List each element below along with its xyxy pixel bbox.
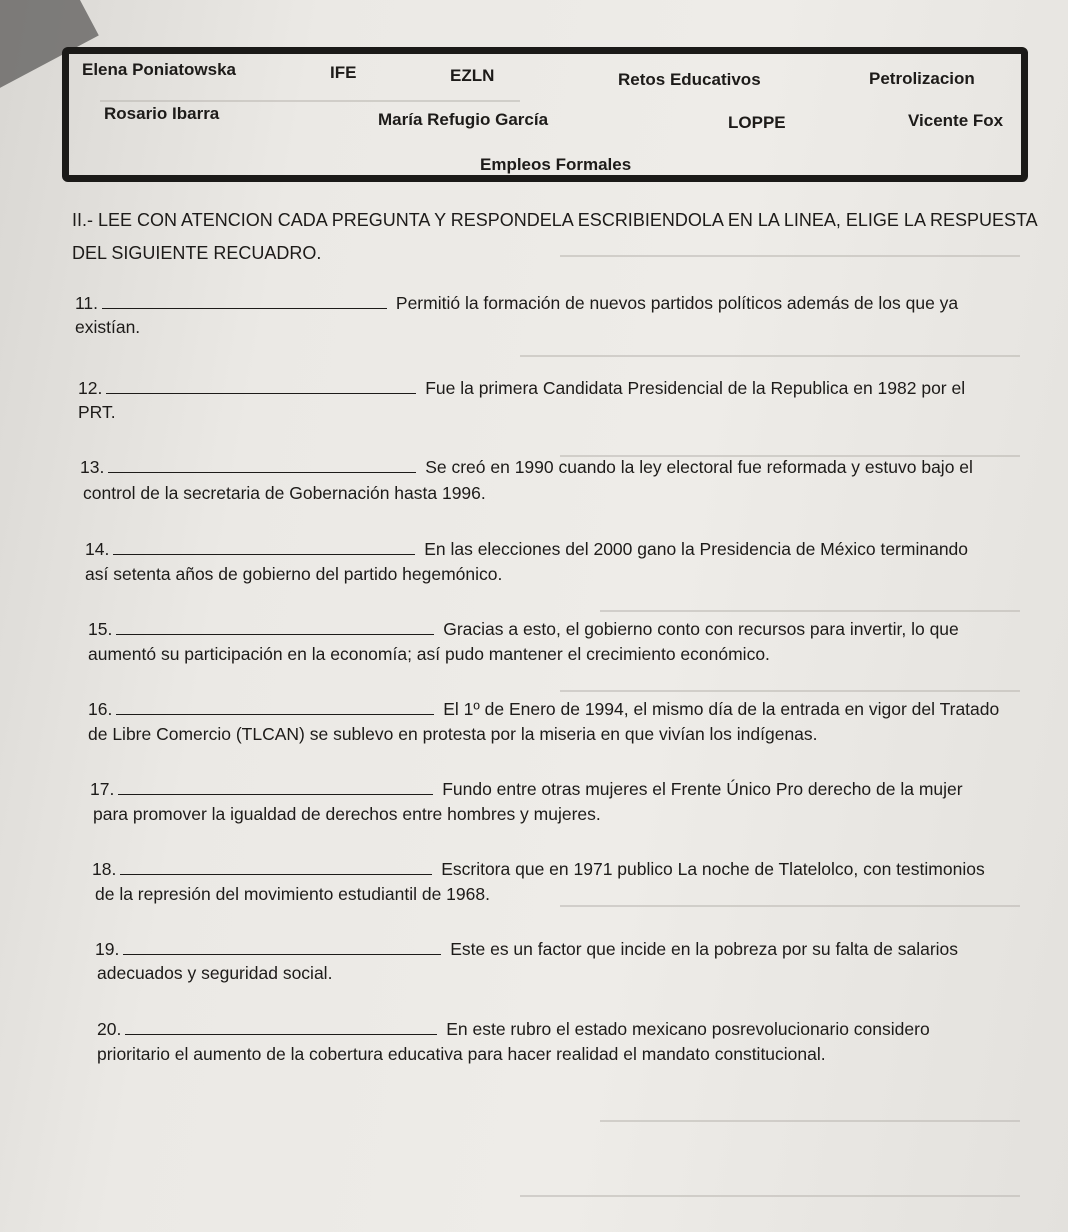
question-number: 11. bbox=[75, 293, 99, 313]
question-20 bbox=[97, 1015, 930, 1043]
word-bank-item: EZLN bbox=[450, 66, 495, 85]
question-text: Gracias a esto, el gobierno conto con recursos para invertir, lo que bbox=[443, 619, 959, 639]
word-bank-item: LOPPE bbox=[728, 113, 786, 132]
question-text: Escritora que en 1971 publico La noche de Tlatelolco, con testimonios bbox=[441, 859, 985, 879]
question-text-cont: adecuados y seguridad social. bbox=[97, 963, 333, 983]
instructions: II.- LEE CON ATENCION CADA PREGUNTA Y RESPONDELA ESCRIBIENDOLA EN LA LINEA, ELIGE LA RESPUESTA DEL SIGUIENTE RECUADRO. bbox=[72, 210, 1037, 263]
question-number: 13. bbox=[80, 457, 105, 477]
question-number: 18. bbox=[92, 859, 117, 879]
question-text-cont: prioritario el aumento de la cobertura educativa para hacer realidad el mandato constitucional. bbox=[97, 1044, 826, 1064]
question-text: Este es un factor que incide en la pobreza por su falta de salarios bbox=[450, 939, 959, 959]
question-18 bbox=[92, 855, 985, 883]
question-text-cont: así setenta años de gobierno del partido hegemónico. bbox=[85, 564, 503, 584]
answer-line[interactable] bbox=[108, 454, 416, 473]
question-11 bbox=[75, 289, 958, 317]
word-bank-item: Rosario Ibarra bbox=[104, 104, 220, 123]
question-text-cont: existían. bbox=[75, 317, 141, 337]
question-number: 15. bbox=[88, 619, 113, 639]
bleed-line bbox=[600, 1120, 1020, 1122]
question-text: Fundo entre otras mujeres el Frente Único Pro derecho de la mujer bbox=[442, 779, 963, 799]
word-bank-item: Retos Educativos bbox=[618, 70, 761, 89]
word-bank-item: María Refugio García bbox=[378, 110, 549, 129]
bleed-line bbox=[520, 1195, 1020, 1197]
question-number: 20. bbox=[97, 1019, 122, 1039]
answer-line[interactable] bbox=[125, 1016, 437, 1035]
question-19 bbox=[95, 935, 958, 963]
question-text-cont: de Libre Comercio (TLCAN) se sublevo en protesta por la miseria en que vivían los indígenas. bbox=[88, 724, 818, 744]
word-bank-item: IFE bbox=[330, 63, 357, 82]
question-text: El 1º de Enero de 1994, el mismo día de la entrada en vigor del Tratado bbox=[443, 699, 1000, 719]
question-17 bbox=[90, 775, 963, 803]
answer-line[interactable] bbox=[102, 290, 387, 309]
bleed-line bbox=[560, 905, 1020, 907]
answer-line[interactable] bbox=[116, 616, 434, 635]
question-text-cont: para promover la igualdad de derechos entre hombres y mujeres. bbox=[93, 804, 601, 824]
question-text: En este rubro el estado mexicano posrevolucionario considero bbox=[446, 1019, 930, 1039]
question-number: 19. bbox=[95, 939, 120, 959]
question-number: 16. bbox=[88, 699, 113, 719]
answer-line[interactable] bbox=[123, 936, 441, 955]
question-text-cont: de la represión del movimiento estudiantil de 1968. bbox=[95, 884, 490, 904]
question-13 bbox=[80, 453, 973, 481]
word-bank-item: Vicente Fox bbox=[908, 111, 1004, 130]
question-14 bbox=[85, 535, 968, 563]
answer-line[interactable] bbox=[118, 776, 433, 795]
question-text: Se creó en 1990 cuando la ley electoral fue reformada y estuvo bajo el bbox=[425, 457, 973, 477]
question-number: 17. bbox=[90, 779, 115, 799]
question-15 bbox=[88, 615, 959, 643]
word-bank-item: Petrolizacion bbox=[869, 69, 975, 88]
answer-line[interactable] bbox=[116, 696, 434, 715]
question-number: 14. bbox=[85, 539, 110, 559]
word-bank-item: Empleos Formales bbox=[480, 155, 632, 174]
question-text-cont: aumentó su participación en la economía; así pudo mantener el crecimiento económico. bbox=[88, 644, 770, 664]
word-bank-item: Elena Poniatowska bbox=[82, 60, 236, 79]
question-text: Fue la primera Candidata Presidencial de la Republica en 1982 por el bbox=[425, 378, 966, 398]
bleed-line bbox=[560, 690, 1020, 692]
answer-line[interactable] bbox=[120, 856, 432, 875]
question-number: 12. bbox=[78, 378, 103, 398]
question-12 bbox=[78, 374, 965, 402]
question-text: Permitió la formación de nuevos partidos políticos además de los que ya bbox=[395, 293, 959, 313]
question-text-cont: PRT. bbox=[78, 402, 116, 422]
bleed-line bbox=[600, 610, 1020, 612]
question-16 bbox=[88, 695, 999, 723]
bleed-line bbox=[520, 355, 1020, 357]
question-text-cont: control de la secretaria de Gobernación hasta 1996. bbox=[83, 483, 486, 503]
answer-line[interactable] bbox=[113, 536, 415, 555]
answer-line[interactable] bbox=[106, 375, 416, 394]
question-text: En las elecciones del 2000 gano la Presidencia de México terminando bbox=[424, 539, 969, 559]
